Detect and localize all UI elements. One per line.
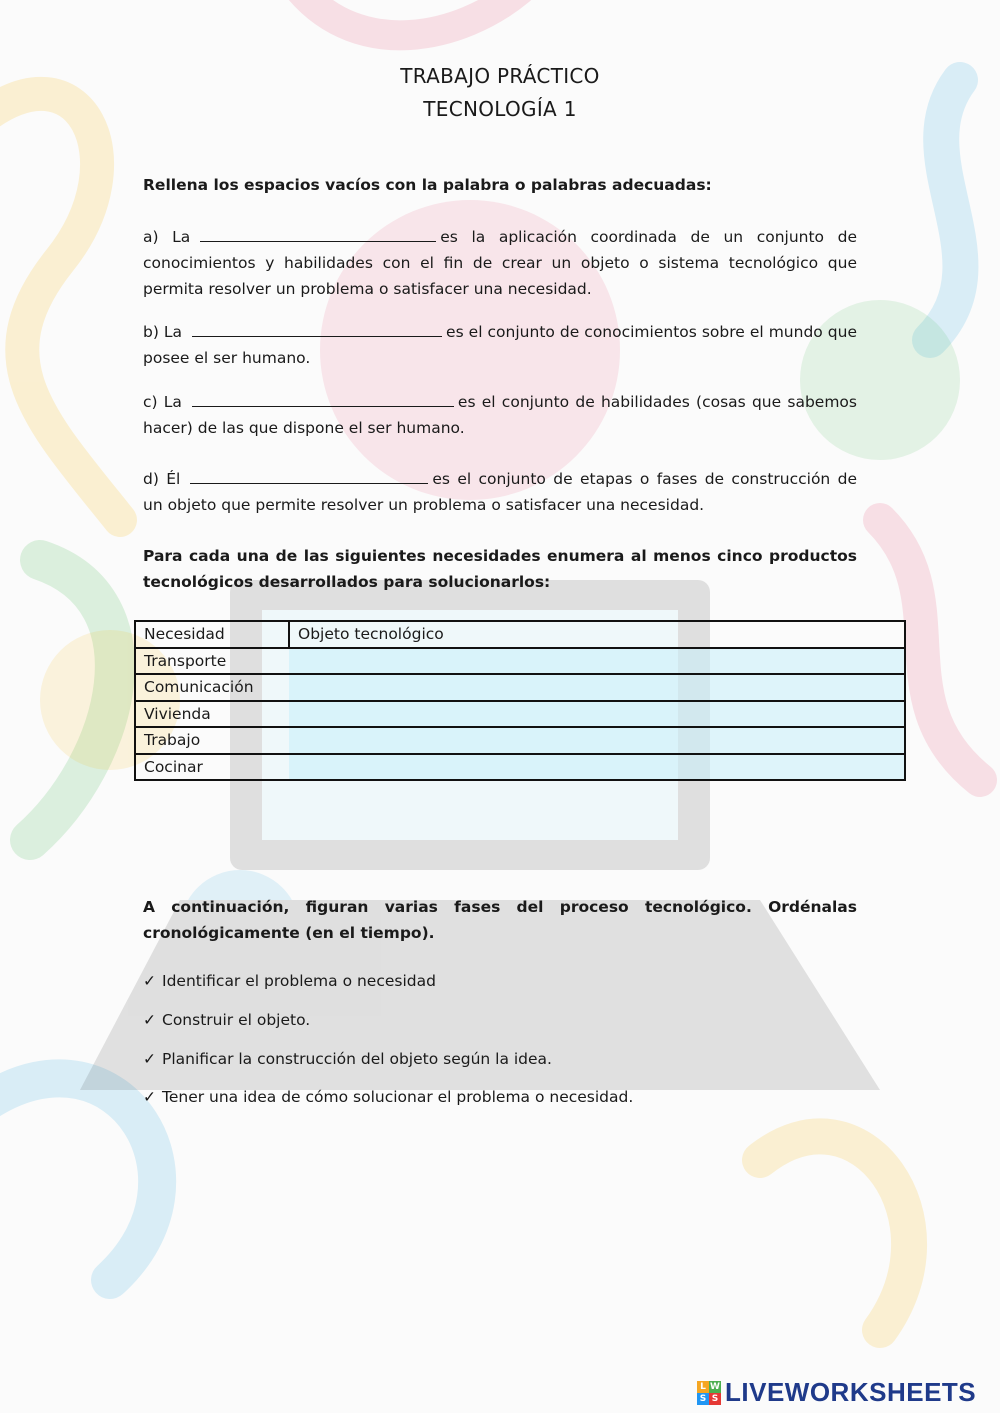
step-text: Planificar la construcción del objeto según la idea. [162,1050,552,1068]
fill-item-text: es el conjunto de etapas o fases de construcción de un objeto que permite resolver un problema o satisfacer una necesidad. [143,470,857,514]
step-text: Identificar el problema o necesidad [162,972,436,990]
fill-item-label: d) Él [143,470,181,488]
step-item[interactable] [143,972,436,990]
answer-cell[interactable] [289,701,905,728]
need-cell: Transporte [135,648,289,675]
table-row [135,727,905,754]
answer-blank[interactable] [200,225,436,242]
logo-letter: S [697,1393,709,1405]
fill-item-b [143,319,857,371]
checkmark-icon: ✓ [143,1088,156,1106]
brand-wordmark: LIVEWORKSHEETS [725,1377,977,1407]
step-text: Tener una idea de cómo solucionar el problema o necesidad. [162,1088,634,1106]
answer-cell[interactable] [289,674,905,701]
table-header-row [135,621,905,648]
fill-item-label: b) La [143,323,183,341]
fill-item-d [143,466,857,518]
table-row [135,754,905,781]
liveworksheets-logo-icon [697,1381,721,1405]
fill-item-a [143,224,857,302]
need-cell: Trabajo [135,727,289,754]
logo-letter: W [710,1381,720,1392]
answer-blank[interactable] [190,467,428,484]
checkmark-icon: ✓ [143,1050,156,1068]
section2-instruction: Para cada una de las siguientes necesidades enumera al menos cinco productos tecnológicos desarrollados para solucionarlos: [143,547,857,591]
fill-item-label: c) La [143,393,182,411]
fill-item-label: a) La [143,228,191,246]
step-item[interactable] [143,1050,552,1068]
fill-item-text: es la aplicación coordinada de un conjunto de conocimientos y habilidades con el fin de crear un objeto o sistema tecnológico que permita resolver un problema o satisfacer una necesidad. [143,228,857,298]
header-necesidad: Necesidad [135,621,289,648]
answer-cell[interactable] [289,727,905,754]
page-subtitle: TECNOLOGÍA 1 [423,97,577,121]
checkmark-icon: ✓ [143,972,156,990]
needs-table [134,620,906,781]
table-row [135,674,905,701]
header-objeto: Objeto tecnológico [289,621,905,648]
fill-item-text: es el conjunto de conocimientos sobre el mundo que posee el ser humano. [143,323,857,367]
answer-blank[interactable] [192,390,454,407]
step-item[interactable] [143,1088,633,1106]
step-text: Construir el objeto. [162,1011,311,1029]
logo-letter: S [709,1393,721,1405]
section1-instruction: Rellena los espacios vacíos con la palabra o palabras adecuadas: [143,176,712,194]
logo-letter: L [697,1381,709,1393]
need-cell: Vivienda [135,701,289,728]
answer-blank[interactable] [192,320,442,337]
answer-cell[interactable] [289,648,905,675]
answer-cell[interactable] [289,754,905,781]
section3-instruction: A continuación, figuran varias fases del proceso tecnológico. Ordénalas cronológicamente (en el tiempo). [143,898,857,942]
liveworksheets-brand [697,1377,976,1408]
fill-item-text: es el conjunto de habilidades (cosas que sabemos hacer) de las que dispone el ser humano. [143,393,857,437]
table-row [135,648,905,675]
need-cell: Comunicación [135,674,289,701]
need-cell: Cocinar [135,754,289,781]
table-row [135,701,905,728]
page-title: TRABAJO PRÁCTICO [400,64,600,88]
fill-item-c [143,389,857,441]
checkmark-icon: ✓ [143,1011,156,1029]
step-item[interactable] [143,1011,310,1029]
